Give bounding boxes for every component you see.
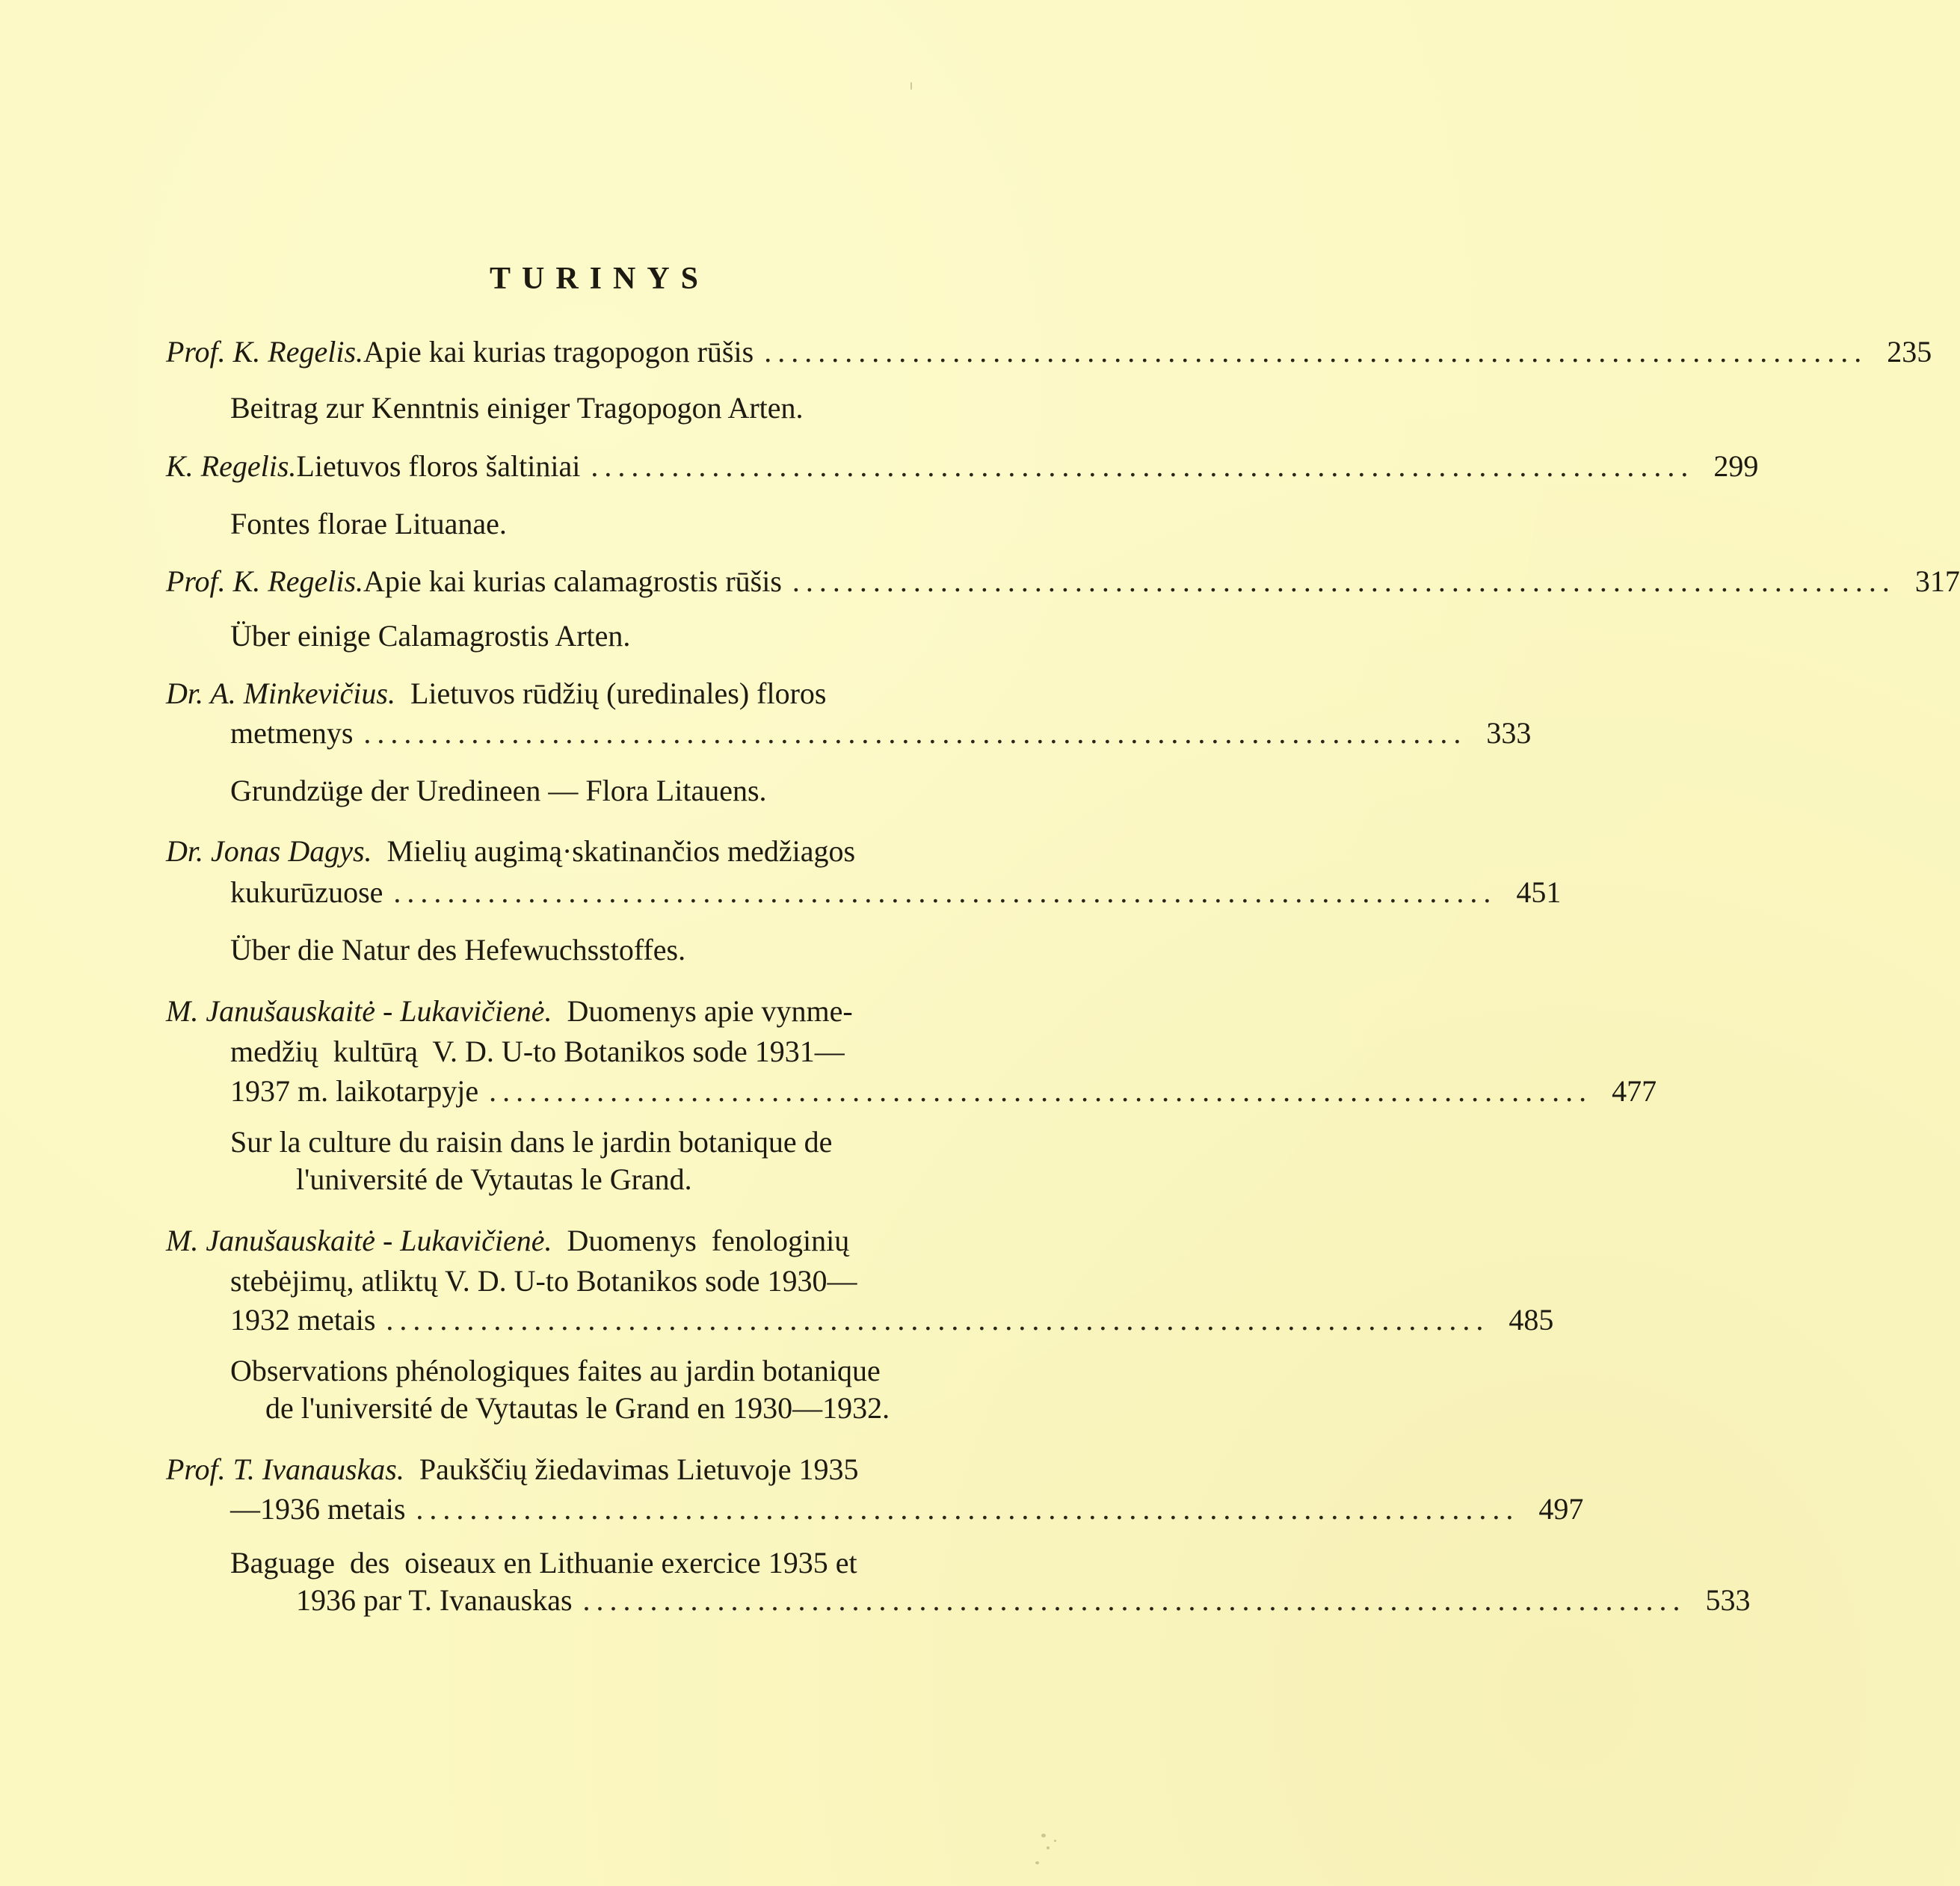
toc-entry-8[interactable]: [166, 1452, 859, 1486]
entry-title-line-2: [230, 1266, 857, 1296]
entry-translation: [230, 621, 630, 651]
translation-text: l'université de Vytautas le Grand.: [296, 1162, 692, 1196]
dot-leader: ..................................................................................: [591, 449, 1695, 483]
toc-entry-5-continued[interactable]: [230, 875, 1562, 909]
entry-title: Lietuvos rūdžių (uredinales) floros: [395, 677, 827, 710]
toc-entry-8-continued[interactable]: [230, 1492, 1584, 1526]
translation-text: Baguage des oiseaux en Lithuanie exercice 1935 et: [230, 1546, 857, 1580]
entry-title: Paukščių žiedavimas Lietuvoje 1935: [404, 1452, 859, 1486]
entry-translation: [230, 509, 507, 539]
page-number: 533: [1705, 1583, 1751, 1617]
entry-title-continued: 1937 m. laikotarpyje: [230, 1074, 479, 1108]
translation-text: Sur la culture du raisin dans le jardin botanique de: [230, 1125, 833, 1159]
paper-speck: [1047, 1846, 1050, 1849]
page-number: 299: [1713, 449, 1759, 483]
translation-text: Beitrag zur Kenntnis einiger Tragopogon Arten.: [230, 391, 804, 425]
entry-author: K. Regelis.: [166, 449, 297, 483]
page-number: 497: [1538, 1492, 1584, 1526]
contents-heading: TURINYS: [490, 262, 710, 296]
entry-translation: [230, 1356, 881, 1386]
page-number: 477: [1612, 1074, 1657, 1108]
entry-translation: [230, 1548, 857, 1578]
entry-author: Prof. T. Ivanauskas.: [166, 1452, 404, 1486]
entry-title-line-2: [230, 1037, 845, 1067]
dot-leader: ..................................................................................: [363, 716, 1467, 750]
entry-title-continued: stebėjimų, atliktų V. D. U-to Botanikos sode 1930—: [230, 1264, 857, 1298]
translation-text: de l'université de Vytautas le Grand en 1930—1932.: [265, 1391, 890, 1425]
page-number: 235: [1887, 335, 1932, 369]
toc-entry-4-continued[interactable]: [230, 716, 1532, 750]
entry-author: Prof. K. Regelis.: [166, 564, 364, 598]
entry-author: M. Janušauskaitė - Lukavičienė.: [166, 994, 552, 1028]
entry-title: Mielių augimą·skatinančios medžiagos: [372, 834, 856, 868]
toc-entry-1[interactable]: [166, 335, 1932, 369]
translation-text: Fontes florae Lituanae.: [230, 507, 507, 540]
page-number: 451: [1516, 875, 1562, 909]
paper-speck: [1054, 1840, 1056, 1842]
paper-speck: [1035, 1861, 1039, 1864]
toc-entry-4[interactable]: [166, 679, 827, 709]
toc-entry-7-continued[interactable]: [230, 1303, 1554, 1337]
toc-entry-3[interactable]: [166, 564, 1960, 598]
entry-title: Apie kai kurias tragopogon rūšis: [363, 335, 754, 369]
toc-entry-8-translation-continued[interactable]: [296, 1583, 1751, 1617]
dot-leader: ..................................................................................: [792, 564, 1896, 598]
paper-speck: [1041, 1834, 1046, 1837]
entry-translation: [230, 935, 685, 965]
entry-translation: [230, 776, 767, 806]
dot-leader: ..................................................................................: [764, 335, 1868, 369]
entry-author: M. Janušauskaitė - Lukavičienė.: [166, 1224, 552, 1257]
dot-leader: ..................................................................................: [416, 1492, 1520, 1526]
toc-entry-7[interactable]: [166, 1226, 849, 1256]
entry-translation-line-2: [296, 1162, 692, 1196]
dot-leader: ..................................................................................: [489, 1074, 1593, 1108]
entry-translation: [230, 1127, 832, 1157]
entry-author: Dr. A. Minkevičius.: [166, 677, 395, 710]
entry-title: Duomenys apie vynme-: [552, 994, 853, 1028]
page-number: 333: [1486, 716, 1532, 750]
entry-translation: [230, 393, 804, 423]
dot-leader: ..................................................................................: [393, 875, 1497, 909]
entry-title-continued: metmenys: [230, 716, 354, 750]
entry-title: Apie kai kurias calamagrostis rūšis: [363, 564, 782, 598]
entry-author: Dr. Jonas Dagys.: [166, 834, 372, 868]
toc-entry-6[interactable]: [166, 996, 853, 1026]
dot-leader: ..................................................................................: [582, 1583, 1686, 1617]
toc-entry-6-continued[interactable]: [230, 1074, 1657, 1108]
translation-text: Über die Natur des Hefewuchsstoffes.: [230, 933, 686, 967]
translation-text: Observations phénologiques faites au jardin botanique: [230, 1354, 881, 1387]
entry-title-continued: medžių kultūrą V. D. U-to Botanikos sode 1931—: [230, 1035, 845, 1068]
entry-title-continued: kukurūzuose: [230, 875, 383, 909]
paper-speck: [910, 82, 912, 90]
translation-text: 1936 par T. Ivanauskas: [296, 1583, 573, 1617]
entry-author: Prof. K. Regelis.: [166, 335, 364, 369]
toc-entry-2[interactable]: [166, 449, 1759, 483]
dot-leader: ..................................................................................: [386, 1303, 1490, 1337]
translation-text: Über einige Calamagrostis Arten.: [230, 619, 631, 653]
translation-text: Grundzüge der Uredineen — Flora Litauens.: [230, 774, 767, 807]
entry-title-continued: 1932 metais: [230, 1303, 376, 1337]
entry-title-continued: —1936 metais: [230, 1492, 406, 1526]
page-number: 317: [1914, 564, 1960, 598]
toc-entry-5[interactable]: [166, 836, 855, 866]
entry-title: Lietuvos floros šaltiniai: [296, 449, 581, 483]
page-number: 485: [1508, 1303, 1554, 1337]
entry-title: Duomenys fenologinių: [552, 1224, 850, 1257]
entry-translation-line-2: [265, 1393, 890, 1423]
